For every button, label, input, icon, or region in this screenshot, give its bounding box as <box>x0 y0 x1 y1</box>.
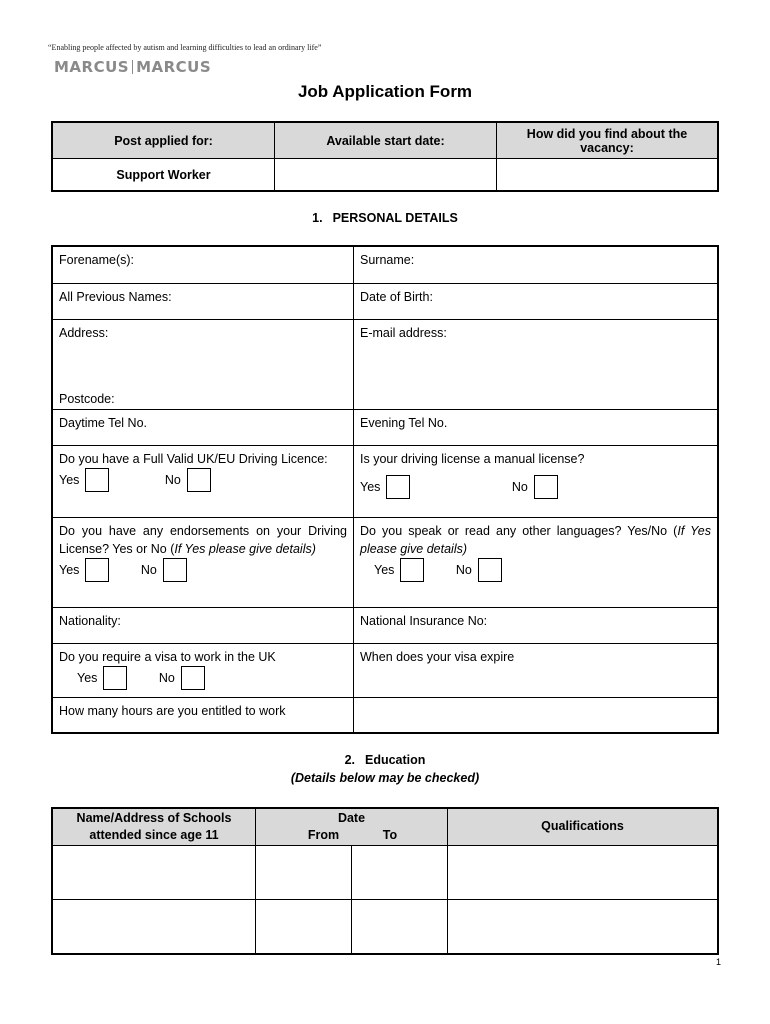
manual-no-checkbox[interactable] <box>534 475 558 499</box>
school-name-cell[interactable] <box>52 845 256 899</box>
yes-label: Yes <box>59 562 80 577</box>
company-logo <box>54 58 211 76</box>
surname-label: Surname: <box>360 253 415 267</box>
no-label: No <box>455 562 472 577</box>
visa-expire-field[interactable] <box>354 643 719 697</box>
forenames-label: Forename(s): <box>59 253 135 267</box>
surname-field[interactable] <box>354 246 719 283</box>
no-label: No <box>140 562 157 577</box>
email-label: E-mail address: <box>360 325 447 340</box>
endorsements-question <box>59 522 347 558</box>
endorsements-italic-text: If Yes please give details) <box>174 541 316 556</box>
hours-entitled-field[interactable] <box>354 697 719 733</box>
dob-field[interactable] <box>354 283 719 319</box>
tagline: “Enabling people affected by autism and learning difficulties to lead an ordinary life” <box>48 43 322 52</box>
section-title: Education <box>365 753 426 767</box>
visa-question: Do you require a visa to work in the UK <box>59 649 276 664</box>
daytime-tel-field[interactable] <box>52 409 354 445</box>
date-from-label: From <box>307 827 340 842</box>
page-title: Job Application Form <box>297 82 473 101</box>
endorsements-yes-checkbox[interactable] <box>85 558 109 582</box>
logo-left-text: MARCUS <box>54 58 130 76</box>
visa-yes-checkbox[interactable] <box>103 666 127 690</box>
manual-licence-cell <box>354 445 719 517</box>
education-subtitle: (Details below may be checked) <box>290 771 480 785</box>
languages-question <box>360 522 711 558</box>
languages-cell <box>354 517 719 607</box>
post-applied-header: Post applied for: <box>52 122 275 159</box>
driving-yes-checkbox[interactable] <box>85 468 109 492</box>
post-details-table <box>51 121 719 192</box>
previous-names-field[interactable] <box>52 283 354 319</box>
nationality-label: Nationality: <box>59 613 121 628</box>
start-date-field[interactable] <box>275 159 497 192</box>
endorsements-text: Do you have any endorsements on your Driving License? Yes or No ( <box>59 523 347 556</box>
yes-label: Yes <box>77 670 98 685</box>
personal-details-table <box>51 245 719 734</box>
evening-tel-field[interactable] <box>354 409 719 445</box>
qualifications-header: Qualifications <box>448 808 719 845</box>
yes-label: Yes <box>59 472 80 487</box>
education-table <box>51 807 719 955</box>
no-label: No <box>164 472 181 487</box>
section-personal-details-heading <box>0 211 770 225</box>
visa-expire-label: When does your visa expire <box>360 649 515 664</box>
evening-tel-label: Evening Tel No. <box>360 415 448 430</box>
logo-divider <box>132 60 133 74</box>
languages-italic-text: If Yes please give details) <box>360 523 712 556</box>
nationality-field[interactable] <box>52 607 354 643</box>
date-to-label: To <box>382 827 398 842</box>
languages-no-checkbox[interactable] <box>478 558 502 582</box>
post-applied-value[interactable]: Support Worker <box>52 159 275 192</box>
date-from-cell[interactable] <box>256 899 352 954</box>
dob-label: Date of Birth: <box>360 289 433 304</box>
date-to-cell[interactable] <box>352 845 448 899</box>
section-education-heading <box>0 753 770 767</box>
daytime-tel-label: Daytime Tel No. <box>59 415 147 430</box>
qualifications-cell[interactable] <box>448 899 719 954</box>
qualifications-cell[interactable] <box>448 845 719 899</box>
forenames-field[interactable] <box>52 246 354 283</box>
schools-header: Name/Address of Schools attended since age 11 <box>52 808 256 845</box>
driving-no-checkbox[interactable] <box>187 468 211 492</box>
no-label: No <box>511 479 528 494</box>
section-title: PERSONAL DETAILS <box>332 211 458 225</box>
driving-licence-question: Do you have a Full Valid UK/EU Driving Licence: <box>59 451 328 466</box>
hours-entitled-label: How many hours are you entitled to work <box>59 703 286 718</box>
visa-no-checkbox[interactable] <box>181 666 205 690</box>
section-number: 1. <box>312 211 323 225</box>
ni-number-label: National Insurance No: <box>360 613 488 628</box>
languages-yes-checkbox[interactable] <box>400 558 424 582</box>
section-number: 2. <box>344 753 355 767</box>
languages-text: Do you speak or read any other languages? Yes/No ( <box>360 523 678 538</box>
date-label: Date <box>337 810 366 825</box>
email-field[interactable] <box>354 319 719 409</box>
postcode-label: Postcode: <box>59 391 115 406</box>
logo-right-text: MARCUS <box>136 58 212 76</box>
driving-licence-cell <box>52 445 354 517</box>
previous-names-label: All Previous Names: <box>59 289 172 304</box>
date-to-cell[interactable] <box>352 899 448 954</box>
hours-entitled-label-cell <box>52 697 354 733</box>
yes-label: Yes <box>374 562 395 577</box>
address-label: Address: <box>59 325 109 340</box>
vacancy-source-field[interactable] <box>497 159 719 192</box>
date-from-cell[interactable] <box>256 845 352 899</box>
yes-label: Yes <box>360 479 381 494</box>
vacancy-source-header: How did you find about the vacancy: <box>497 122 719 159</box>
date-header <box>256 808 448 845</box>
endorsements-no-checkbox[interactable] <box>163 558 187 582</box>
address-field[interactable] <box>52 319 354 409</box>
ni-number-field[interactable] <box>354 607 719 643</box>
endorsements-cell <box>52 517 354 607</box>
visa-cell <box>52 643 354 697</box>
school-name-cell[interactable] <box>52 899 256 954</box>
page-number: 1 <box>716 957 722 967</box>
start-date-header: Available start date: <box>275 122 497 159</box>
manual-yes-checkbox[interactable] <box>386 475 410 499</box>
no-label: No <box>158 670 175 685</box>
manual-licence-question: Is your driving license a manual license? <box>360 451 585 466</box>
